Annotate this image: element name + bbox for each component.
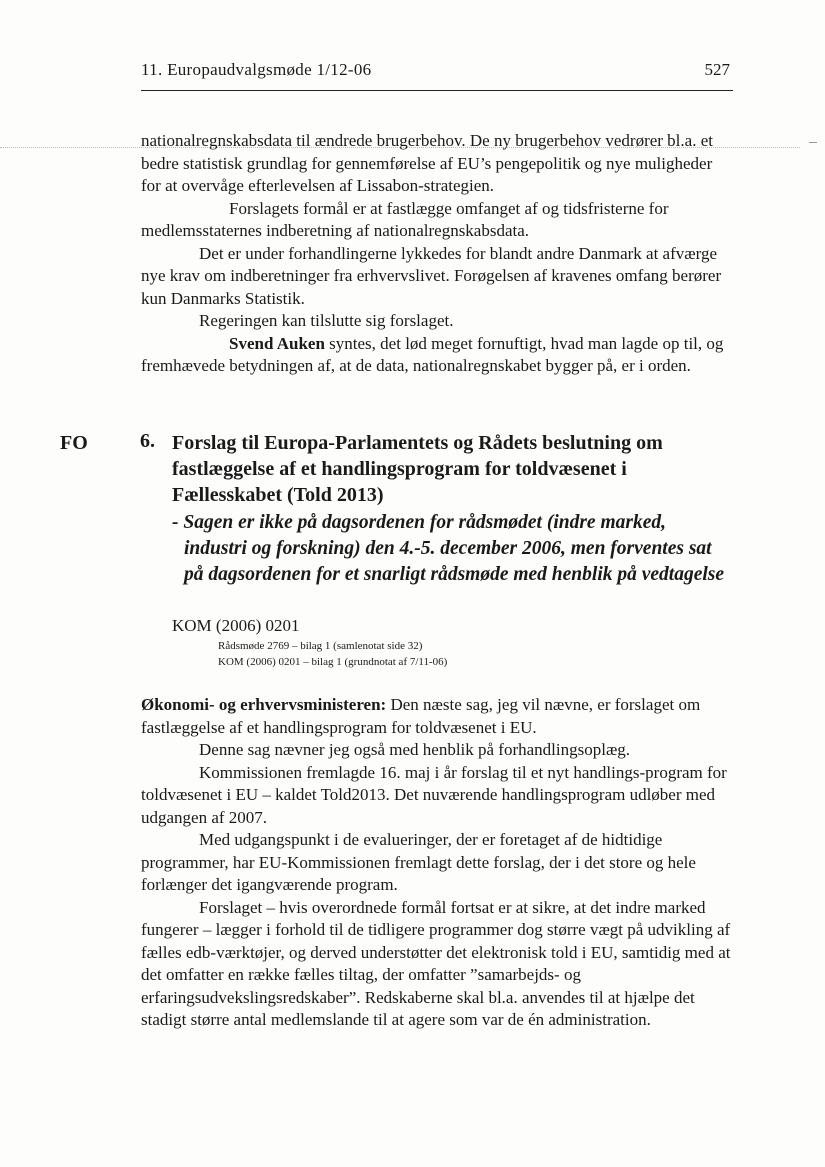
paragraph-speaker (141, 333, 733, 378)
page-header (141, 60, 733, 91)
header-title: 11. Europaudvalgsmøde 1/12-06 (141, 60, 372, 79)
agenda-number: 6. (140, 430, 155, 452)
speaker-text: syntes, det lød meget fornuftigt, hvad man lagde op til, og fremhævede betydningen af, at de data, nationalregnskabet bygger på, er i orden. (141, 333, 724, 375)
speaker-text: Den næste sag, jeg vil nævne, er forslaget om fastlæggelse af et handlingsprogram for toldvæsenet i EU. (141, 695, 701, 737)
paragraph: Regeringen kan tilslutte sig forslaget. (199, 311, 454, 330)
agenda-subtitle-rest: industri og forskning) den 4.-5. december 2006, men forventes sat på dagsordenen for et snarligt rådsmøde med henblik på vedtagelse (184, 538, 725, 585)
section-continued-text (141, 131, 733, 378)
minister-statement (141, 694, 733, 1032)
speaker-name: Økonomi- og erhvervsministeren: (141, 695, 387, 714)
speaker-name: Svend Auken (229, 333, 325, 353)
paragraph: Forslagets formål er at fastlægge omfanget af og tidsfristerne for medlemsstaternes indberetning af nationalregnskabsdata. (141, 198, 669, 240)
edge-mark (809, 142, 817, 143)
paragraph: Det er under forhandlingerne lykkedes for blandt andre Danmark at afværge nye krav om indberetninger fra erhvervslivet. Forøgelsen af kravenes omfang berører kun Danmarks Statistik. (141, 243, 722, 308)
reference-line: KOM (2006) 0201 – bilag 1 (grundnotat af 7/11-06) (218, 656, 448, 668)
paragraph: Denne sag nævner jeg også med henblik på forhandlingsoplæg. (199, 740, 631, 759)
paragraph-speaker (141, 694, 733, 739)
paragraph: Forslaget – hvis overordnede formål fortsat er at sikre, at det indre marked fungerer – lægger i forhold til de tidligere programmer dog større vægt på udvikling af fælles edb-værktøjer, og derved understøtter det elektronisk told i EU, samtidig med at det omfatter en række fælles tiltag, der omfatter ”samarbejds- og erfaringsudvekslingsredskaber”. Redskaberne skal bl.a. anvendes til at hjælpe det stadigt større antal medlemslande til at agere som var de én administration. (141, 897, 731, 1029)
margin-tag: FO (60, 432, 88, 454)
agenda-title: Forslag til Europa-Parlamentets og Rådets beslutning om fastlæggelse af et handlingsprogram for toldvæsenet i Fællesskabet (Told 2013) (172, 432, 663, 506)
paragraph: Kommissionen fremlagde 16. maj i år forslag til et nyt handlings-program for toldvæsenet i EU – kaldet Told2013. Det nuværende handlingsprogram udløber med udgangen af 2007. (141, 762, 727, 827)
document-references (218, 638, 447, 670)
paragraph: Med udgangspunkt i de evalueringer, der er foretaget af de hidtidige programmer, har EU-Kommissionen fremlagt dette forslag, der i det store og hele forlænger det igangværende program. (141, 830, 696, 894)
kom-reference: KOM (2006) 0201 (172, 616, 300, 635)
agenda-subtitle (172, 510, 732, 588)
reference-line: Rådsmøde 2769 – bilag 1 (samlenotat side 32) (218, 640, 423, 652)
page-number: 527 (704, 60, 730, 79)
agenda-subtitle-first: - Sagen er ikke på dagsordenen for rådsmødet (indre marked, (172, 512, 666, 533)
paragraph: nationalregnskabsdata til ændrede brugerbehov. De ny brugerbehov vedrører bl.a. et bedre statistisk grundlag for gennemførelse af EU’s pengepolitik og nye muligheder for at overvåge efterlevelsen af Lissabon-strategien. (141, 131, 713, 195)
